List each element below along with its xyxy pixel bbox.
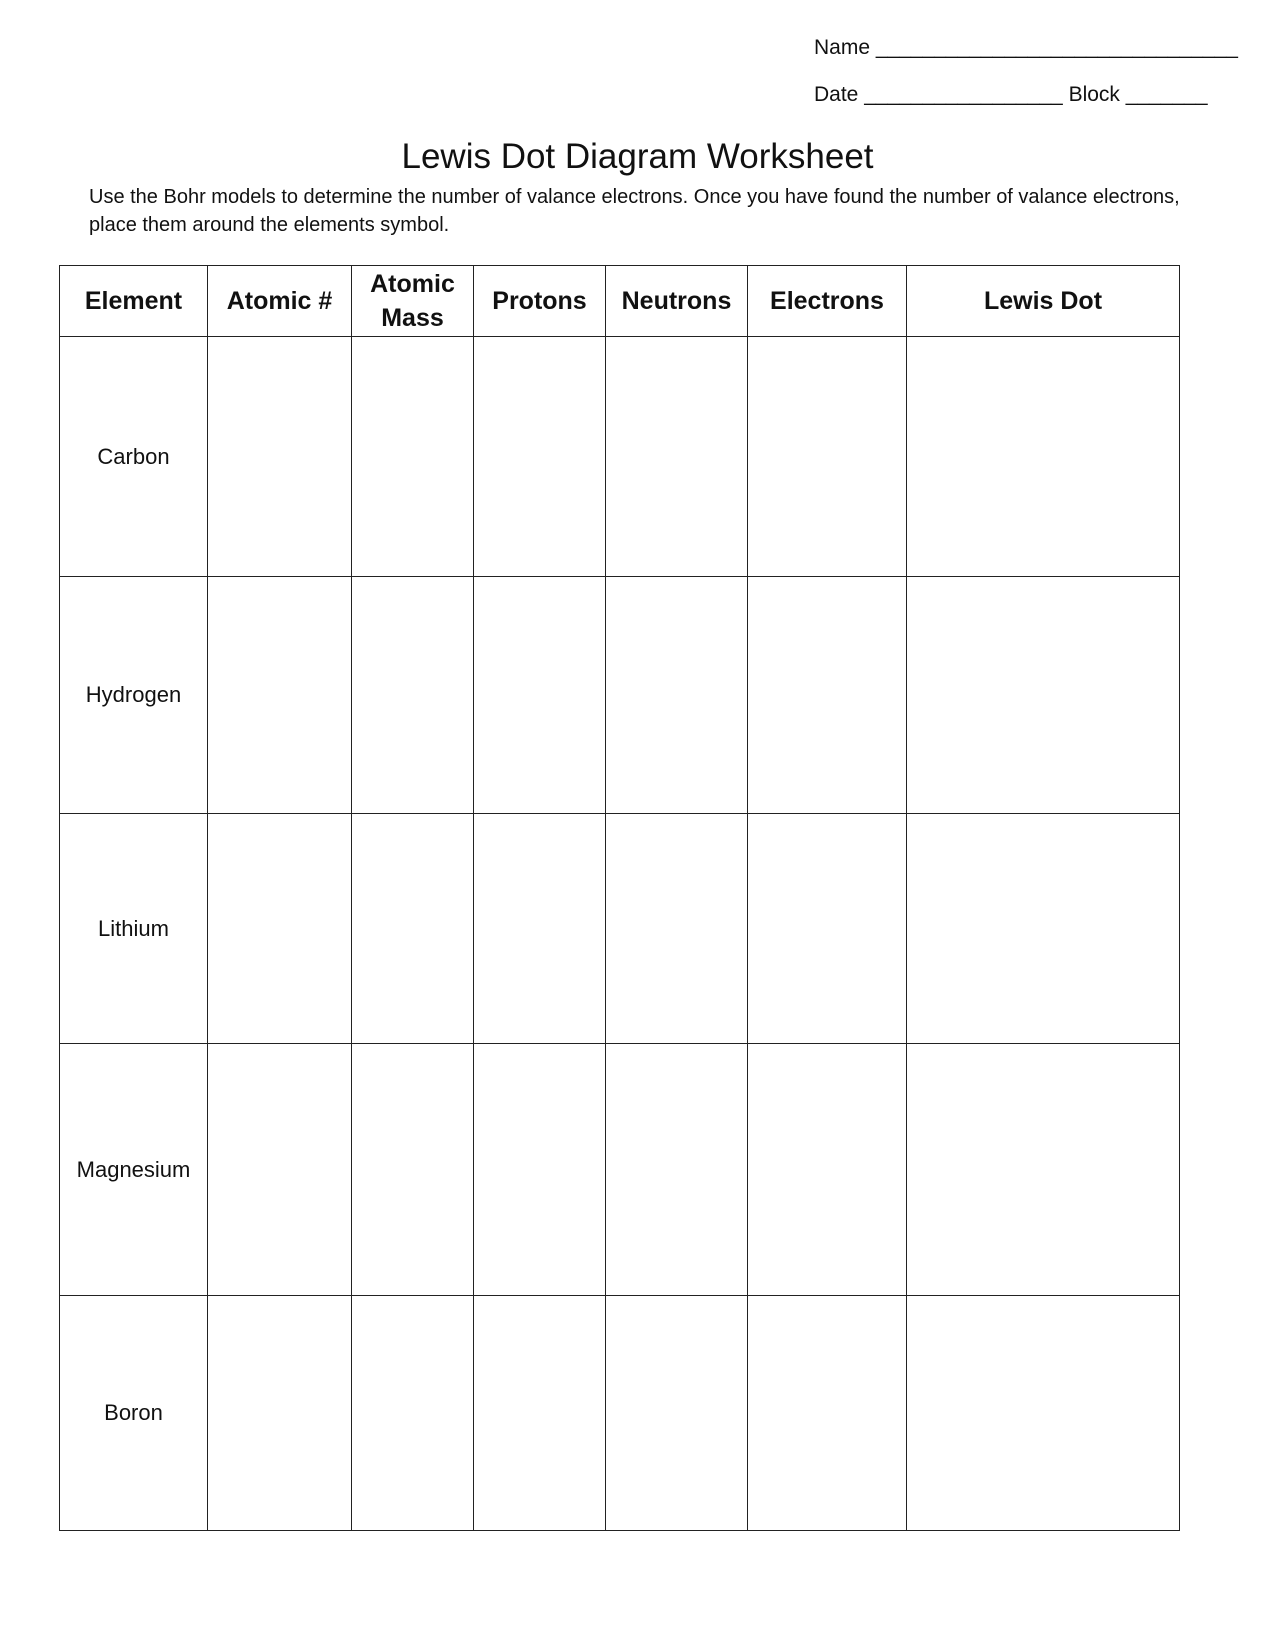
electrons-cell[interactable] <box>748 1296 907 1531</box>
column-header-atomic-number: Atomic # <box>208 266 352 337</box>
column-header-atomic-mass: Atomic Mass <box>352 266 474 337</box>
atomic-number-cell[interactable] <box>208 337 352 577</box>
column-header-neutrons: Neutrons <box>606 266 748 337</box>
column-header-protons: Protons <box>474 266 606 337</box>
atomic-mass-cell[interactable] <box>352 337 474 577</box>
instructions-text: Use the Bohr models to determine the number of valance electrons. Once you have found the number of valance electrons, place them around the elements symbol. <box>89 186 1180 236</box>
atomic-mass-cell[interactable] <box>352 814 474 1044</box>
table-header-row <box>60 266 1180 337</box>
atomic-mass-cell[interactable] <box>352 577 474 814</box>
lewis-dot-cell[interactable] <box>907 814 1180 1044</box>
protons-cell[interactable] <box>474 814 606 1044</box>
neutrons-cell[interactable] <box>606 1296 748 1531</box>
atomic-mass-cell[interactable] <box>352 1044 474 1296</box>
element-name-cell: Boron <box>60 1296 208 1531</box>
atomic-number-cell[interactable] <box>208 1296 352 1531</box>
name-field-line[interactable]: Name _______________________________ <box>814 36 1238 59</box>
element-name-cell: Lithium <box>60 814 208 1044</box>
lewis-dot-cell[interactable] <box>907 577 1180 814</box>
lewis-dot-cell[interactable] <box>907 1296 1180 1531</box>
page-title: Lewis Dot Diagram Worksheet <box>401 137 874 176</box>
table-row <box>60 1044 1180 1296</box>
atomic-number-cell[interactable] <box>208 577 352 814</box>
neutrons-cell[interactable] <box>606 337 748 577</box>
table-row <box>60 814 1180 1044</box>
electrons-cell[interactable] <box>748 337 907 577</box>
lewis-dot-table <box>59 265 1180 1531</box>
protons-cell[interactable] <box>474 1044 606 1296</box>
electrons-cell[interactable] <box>748 1044 907 1296</box>
atomic-number-cell[interactable] <box>208 1044 352 1296</box>
protons-cell[interactable] <box>474 577 606 814</box>
electrons-cell[interactable] <box>748 814 907 1044</box>
lewis-dot-cell[interactable] <box>907 337 1180 577</box>
neutrons-cell[interactable] <box>606 1044 748 1296</box>
element-name-cell: Magnesium <box>60 1044 208 1296</box>
column-header-element: Element <box>60 266 208 337</box>
atomic-mass-cell[interactable] <box>352 1296 474 1531</box>
neutrons-cell[interactable] <box>606 577 748 814</box>
lewis-dot-cell[interactable] <box>907 1044 1180 1296</box>
table-row <box>60 577 1180 814</box>
table-row <box>60 1296 1180 1531</box>
date-block-field-line[interactable]: Date _________________ Block _______ <box>814 83 1208 106</box>
element-name-cell: Carbon <box>60 337 208 577</box>
electrons-cell[interactable] <box>748 577 907 814</box>
column-header-electrons: Electrons <box>748 266 907 337</box>
neutrons-cell[interactable] <box>606 814 748 1044</box>
atomic-number-cell[interactable] <box>208 814 352 1044</box>
table-row <box>60 337 1180 577</box>
column-header-lewis-dot: Lewis Dot <box>907 266 1180 337</box>
element-name-cell: Hydrogen <box>60 577 208 814</box>
protons-cell[interactable] <box>474 337 606 577</box>
protons-cell[interactable] <box>474 1296 606 1531</box>
